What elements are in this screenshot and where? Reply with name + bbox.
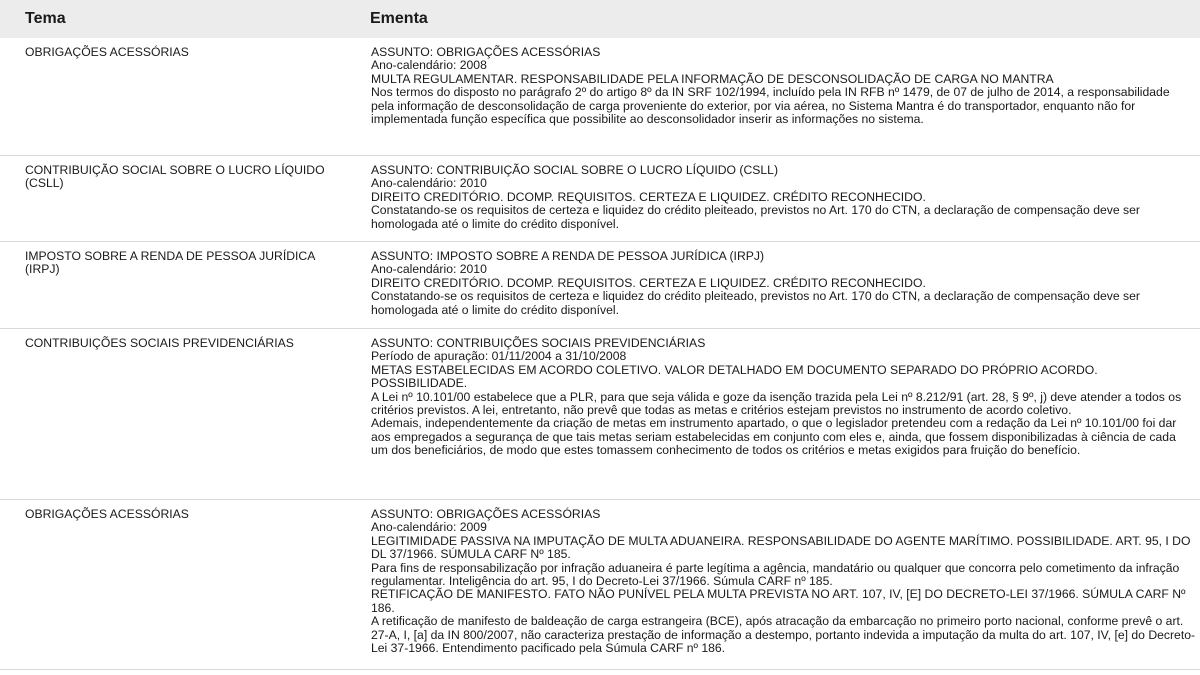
header-ementa: Ementa xyxy=(370,10,428,27)
ementa-line: DIREITO CREDITÓRIO. DCOMP. REQUISITOS. CERTEZA E LIQUIDEZ. CRÉDITO RECONHECIDO. xyxy=(371,189,926,204)
ementa-line: Período de apuração: 01/11/2004 a 31/10/2008 xyxy=(371,349,627,364)
ementa-line: ASSUNTO: CONTRIBUIÇÃO SOCIAL SOBRE O LUCRO LÍQUIDO (CSLL) xyxy=(371,163,779,177)
ementa-line: Constatando-se os requisitos de certeza e liquidez do crédito pleiteado, previstos no Art. 170 do CTN, a declaração de compensação deve ser homologada até o limite do crédito disponível. xyxy=(371,289,1144,317)
ementa-line: ASSUNTO: CONTRIBUIÇÕES SOCIAIS PREVIDENCIÁRIAS xyxy=(371,336,706,350)
ementa-line: Ano-calendário: 2009 xyxy=(371,520,487,535)
ementa-line: Ano-calendário: 2010 xyxy=(371,176,487,191)
table-row xyxy=(0,38,1200,156)
table-row xyxy=(0,329,1200,500)
ementa-line: Nos termos do disposto no parágrafo 2º do artigo 8º da IN SRF 102/1994, incluído pela IN RFB nº 1479, de 07 de julho de 2014, a responsabilidade pela informação de desconsolidação de carga proveniente do exterior, por via aérea, no Sistema Mantra é do transportador, enquanto não for implementada função específica que possibilite ao desconsolidador inserir as informações no sistema. xyxy=(371,85,1173,127)
ementa-cell xyxy=(370,242,1200,328)
ementa-line: ASSUNTO: IMPOSTO SOBRE A RENDA DE PESSOA JURÍDICA (IRPJ) xyxy=(371,249,765,263)
ementa-cell xyxy=(370,500,1200,669)
table-row xyxy=(0,156,1200,242)
table-row xyxy=(0,242,1200,329)
ementa-line: ASSUNTO: OBRIGAÇÕES ACESSÓRIAS xyxy=(371,507,601,521)
ementa-cell xyxy=(370,38,1200,155)
ementa-line: RETIFICAÇÃO DE MANIFESTO. FATO NÃO PUNÍVEL PELA MULTA PREVISTA NO ART. 107, IV, [E] DO DECRETO-LEI 37/1966. SÚMULA CARF Nº 186. xyxy=(371,587,1189,615)
ementa-line: A Lei nº 10.101/00 estabelece que a PLR, para que seja válida e goze da isenção trazida pela Lei nº 8.212/91 (art. 28, § 9º, j) deve atender a todos os critérios previstos. A lei, entretanto, não prevê que todas as metas e critérios estejam previstos no instrumento de acordo coletivo. xyxy=(371,389,1185,418)
header-tema: Tema xyxy=(25,10,66,27)
ementa-line: Ano-calendário: 2008 xyxy=(371,58,487,73)
tema-cell: CONTRIBUIÇÃO SOCIAL SOBRE O LUCRO LÍQUIDO (CSLL) xyxy=(25,163,325,191)
ementa-line: DIREITO CREDITÓRIO. DCOMP. REQUISITOS. CERTEZA E LIQUIDEZ. CRÉDITO RECONHECIDO. xyxy=(371,275,926,290)
ementa-line: METAS ESTABELECIDAS EM ACORDO COLETIVO. VALOR DETALHADO EM DOCUMENTO SEPARADO DO PRÓPRIO ACORDO. POSSIBILIDADE. xyxy=(371,362,1102,391)
table-header xyxy=(0,0,1200,38)
ementa-line: Ademais, independentemente da criação de metas em instrumento apartado, o que o legislador pretendeu com a redação da Lei nº 10.101/00 foi dar aos empregados a segurança de que tais metas seriam estabelecidas em conjunto com eles e, ainda, que fossem disponibilizadas à ciência de cada um dos beneficiários, de modo que estes tomassem conhecimento de todos os critérios e metas exigidos para fruição do benefício. xyxy=(371,416,1180,458)
tema-cell: OBRIGAÇÕES ACESSÓRIAS xyxy=(25,507,189,521)
ementa-cell xyxy=(370,329,1200,499)
table-row xyxy=(0,500,1200,670)
tema-cell: IMPOSTO SOBRE A RENDA DE PESSOA JURÍDICA (IRPJ) xyxy=(25,249,315,277)
ementa-line: MULTA REGULAMENTAR. RESPONSABILIDADE PELA INFORMAÇÃO DE DESCONSOLIDAÇÃO DE CARGA NO MANTRA xyxy=(371,71,1054,86)
ementa-line: LEGITIMIDADE PASSIVA NA IMPUTAÇÃO DE MULTA ADUANEIRA. RESPONSABILIDADE DO AGENTE MARÍTIMO. POSSIBILIDADE. ART. 95, I DO DL 37/1966. SÚMULA CARF Nº 185. xyxy=(371,533,1194,562)
ementa-line: ASSUNTO: OBRIGAÇÕES ACESSÓRIAS xyxy=(371,45,601,59)
ementa-line: Para fins de responsabilização por infração aduaneira é parte legítima a agência, mandatário ou qualquer que concorra pelo cometimento da infração regulamentar. Inteligência do art. 95, I do Decreto-Lei 37/1966. Súmula CARF nº 185. xyxy=(371,560,1183,589)
ementa-cell xyxy=(370,156,1200,241)
ementa-line: Constatando-se os requisitos de certeza e liquidez do crédito pleiteado, previstos no Art. 170 do CTN, a declaração de compensação deve ser homologada até o limite do crédito disponível. xyxy=(371,203,1144,231)
tema-cell: OBRIGAÇÕES ACESSÓRIAS xyxy=(25,45,189,59)
ementa-line: Ano-calendário: 2010 xyxy=(371,262,487,277)
tema-cell: CONTRIBUIÇÕES SOCIAIS PREVIDENCIÁRIAS xyxy=(25,336,294,350)
ementa-line: A retificação de manifesto de baldeação de carga estrangeira (BCE), após atracação da embarcação no primeiro porto nacional, conforme prevê o art. 27-A, I, [a] da IN 800/2007, não caracteriza prestação de informação a destempo, portanto indevida a imputação da multa do art. 107, IV, [e] do Decreto-Lei 37-1966. Entendimento pacificado pela Súmula CARF nº 186. xyxy=(371,614,1196,656)
